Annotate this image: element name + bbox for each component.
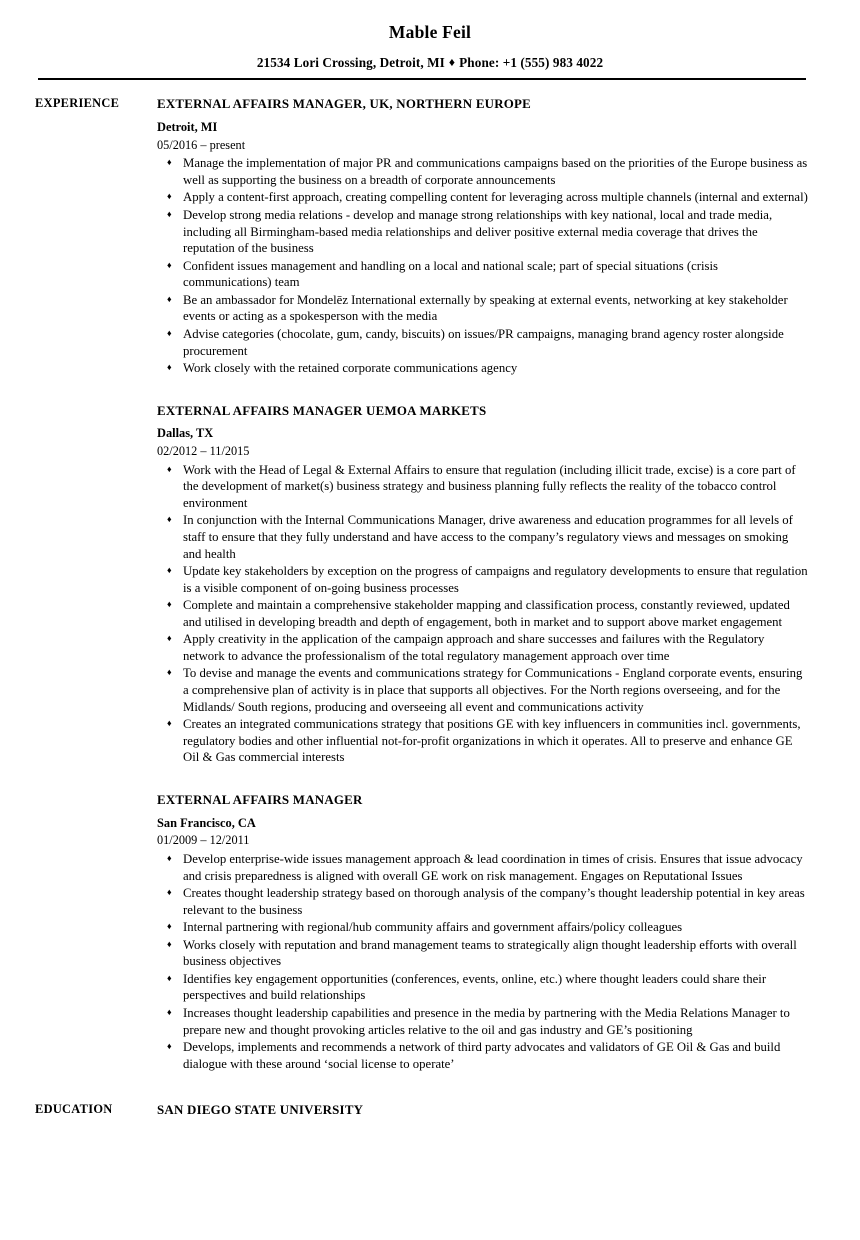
- job-location: Detroit, MI: [157, 120, 218, 134]
- job-bullet: [157, 631, 808, 664]
- bullet-diamond-icon: ♦: [167, 718, 172, 729]
- job-bullet: [157, 597, 808, 630]
- bullet-diamond-icon: ♦: [167, 157, 172, 168]
- job-bullet: [157, 360, 808, 377]
- job-bullet-text: Develop strong media relations - develop and manage strong relationships with key national, local and trade media, including all Birmingham-based media relationships and deliver positive external media coverage that drives the reputation of the business: [183, 208, 773, 256]
- experience-job-list: [157, 96, 860, 1072]
- job-bullet-list: [157, 462, 808, 766]
- bullet-diamond-icon: ♦: [167, 972, 172, 983]
- job-bullet: [157, 716, 808, 766]
- bullet-diamond-icon: ♦: [167, 191, 172, 202]
- experience-entry: [157, 792, 860, 1072]
- contact-address: 21534 Lori Crossing, Detroit, MI: [256, 55, 445, 70]
- job-bullet: [157, 971, 808, 1004]
- education-school-name: SAN DIEGO STATE UNIVERSITY: [157, 1103, 364, 1118]
- job-bullet-text: Creates thought leadership strategy based on thorough analysis of the company’s thought leadership potential in key areas relevant to the business: [183, 886, 805, 917]
- bullet-diamond-icon: ♦: [167, 887, 172, 898]
- job-bullet-list: [157, 155, 808, 376]
- bullet-diamond-icon: ♦: [167, 209, 172, 220]
- job-bullet: [157, 851, 808, 884]
- job-bullet-text: Develops, implements and recommends a network of third party advocates and validators of GE Oil & Gas and build dialogue with these around ‘social license to operate’: [183, 1040, 781, 1071]
- job-bullet-text: Update key stakeholders by exception on the progress of campaigns and regulatory developments to ensure that regulation is a visible component of on-going business processes: [183, 564, 808, 595]
- bullet-diamond-icon: ♦: [167, 599, 172, 610]
- job-bullet: [157, 937, 808, 970]
- bullet-diamond-icon: ♦: [167, 565, 172, 576]
- job-bullet: [157, 919, 808, 936]
- job-bullet-text: Works closely with reputation and brand management teams to strategically align thought leadership efforts with overall business objectives: [183, 937, 797, 969]
- bullet-diamond-icon: ♦: [167, 633, 172, 644]
- section-label-education: EDUCATION: [35, 1102, 113, 1117]
- job-bullet: [157, 1005, 808, 1038]
- job-bullet-text: Be an ambassador for Mondelēz International externally by speaking at external events, networking at key stakeholder events or acting as a spokesperson with the media: [183, 292, 788, 324]
- job-title: EXTERNAL AFFAIRS MANAGER, UK, NORTHERN EUROPE: [157, 97, 532, 112]
- candidate-name: Mable Feil: [388, 22, 472, 42]
- bullet-diamond-icon: ♦: [167, 293, 172, 304]
- diamond-separator-icon: ♦: [448, 55, 456, 69]
- experience-entry: [157, 403, 860, 766]
- bullet-diamond-icon: ♦: [167, 362, 172, 373]
- job-bullet-text: Complete and maintain a comprehensive stakeholder mapping and classification process, constantly reviewed, updated and utilised in developing breadth and depth of engagement, both in market and to support above market engagement: [183, 598, 790, 629]
- job-bullet-text: Manage the implementation of major PR and communications campaigns based on the priorities of the Europe business as well as supporting the business on a breadth of corporate announcements: [183, 156, 808, 187]
- bullet-diamond-icon: ♦: [167, 938, 172, 949]
- bullet-diamond-icon: ♦: [167, 463, 172, 474]
- bullet-diamond-icon: ♦: [167, 1007, 172, 1018]
- bullet-diamond-icon: ♦: [167, 514, 172, 525]
- job-bullet-text: Increases thought leadership capabilities and presence in the media by partnering with the Media Relations Manager to prepare new and thought provoking articles relative to the oil and gas industry and GE’s positioning: [183, 1006, 790, 1037]
- bullet-diamond-icon: ♦: [167, 259, 172, 270]
- section-label-experience: EXPERIENCE: [35, 96, 120, 111]
- header-divider: [38, 78, 806, 80]
- resume-header: [0, 0, 860, 80]
- section-experience: [0, 96, 860, 1072]
- job-bullet: [157, 292, 808, 325]
- bullet-diamond-icon: ♦: [167, 921, 172, 932]
- job-dates: 05/2016 – present: [157, 137, 246, 152]
- experience-entry: [157, 96, 860, 376]
- job-bullet: [157, 189, 808, 206]
- job-bullet: [157, 563, 808, 596]
- contact-line: [0, 55, 860, 71]
- contact-phone: Phone: +1 (555) 983 4022: [459, 55, 604, 70]
- job-bullet: [157, 326, 808, 359]
- job-bullet-text: To devise and manage the events and communications strategy for Communications - England corporate events, ensuring a comprehensive plan of activity is in place that supports all objectives. For the North regions overseeing, and for the Midlands/ South regions, producing and overseeing all event and communications activity: [183, 666, 803, 714]
- job-bullet: [157, 885, 808, 918]
- job-dates: 02/2012 – 11/2015: [157, 444, 250, 459]
- job-bullet-list: [157, 851, 808, 1072]
- job-location: Dallas, TX: [157, 426, 214, 441]
- bullet-diamond-icon: ♦: [167, 667, 172, 678]
- resume-body: [0, 96, 860, 1119]
- job-bullet-text: Confident issues management and handling on a local and national scale; part of special situations (crisis communications) team: [183, 258, 719, 290]
- job-bullet-text: Work closely with the retained corporate communications agency: [183, 361, 518, 376]
- job-bullet-text: Develop enterprise-wide issues management approach & lead coordination in times of crisis. Ensures that issue advocacy and crisis preparedness is aligned with overall GE work on risk management. Engages on Reputational Issues: [183, 851, 803, 883]
- job-bullet-text: Apply creativity in the application of the campaign approach and share successes and failures with the Regulatory network to advance the professionalism of the total regulatory management approach over time: [183, 632, 765, 663]
- job-bullet: [157, 512, 808, 562]
- job-bullet-text: Advise categories (chocolate, gum, candy, biscuits) on issues/PR campaigns, managing brand agency roster alongside procurement: [183, 326, 784, 358]
- job-dates: 01/2009 – 12/2011: [157, 833, 250, 848]
- job-bullet: [157, 1039, 808, 1072]
- bullet-diamond-icon: ♦: [167, 852, 172, 863]
- job-bullet: [157, 155, 808, 188]
- job-bullet: [157, 665, 808, 715]
- job-bullet: [157, 462, 808, 512]
- job-bullet-text: Work with the Head of Legal & External Affairs to ensure that regulation (including illicit trade, excise) is a core part of the development of market(s) business strategy and business planning fully reflects the reality of the tobacco control environment: [183, 462, 796, 510]
- job-title: EXTERNAL AFFAIRS MANAGER UEMOA MARKETS: [157, 403, 487, 418]
- job-bullet: [157, 207, 808, 257]
- job-bullet-text: Internal partnering with regional/hub community affairs and government affairs/policy colleagues: [183, 920, 683, 935]
- section-education: [0, 1102, 860, 1119]
- bullet-diamond-icon: ♦: [167, 1041, 172, 1052]
- job-bullet-text: Creates an integrated communications strategy that positions GE with key influencers in communities incl. governments, regulatory bodies and other influential not-for-profit organizations in which it operates. All to preserve and enhance GE Oil & Gas commercial interests: [183, 717, 801, 765]
- job-bullet-text: Identifies key engagement opportunities (conferences, events, online, etc.) where thought leaders could share their perspectives and build relationships: [183, 971, 767, 1003]
- job-title: EXTERNAL AFFAIRS MANAGER: [157, 792, 363, 807]
- job-location: San Francisco, CA: [157, 815, 256, 830]
- job-bullet: [157, 258, 808, 291]
- job-bullet-text: Apply a content-first approach, creating compelling content for leveraging across multiple channels (internal and external): [183, 190, 808, 205]
- job-bullet-text: In conjunction with the Internal Communications Manager, drive awareness and education programmes for all levels of staff to ensure that they fully understand and have access to the company’s regulatory views and messages on smoking and health: [183, 513, 793, 561]
- bullet-diamond-icon: ♦: [167, 327, 172, 338]
